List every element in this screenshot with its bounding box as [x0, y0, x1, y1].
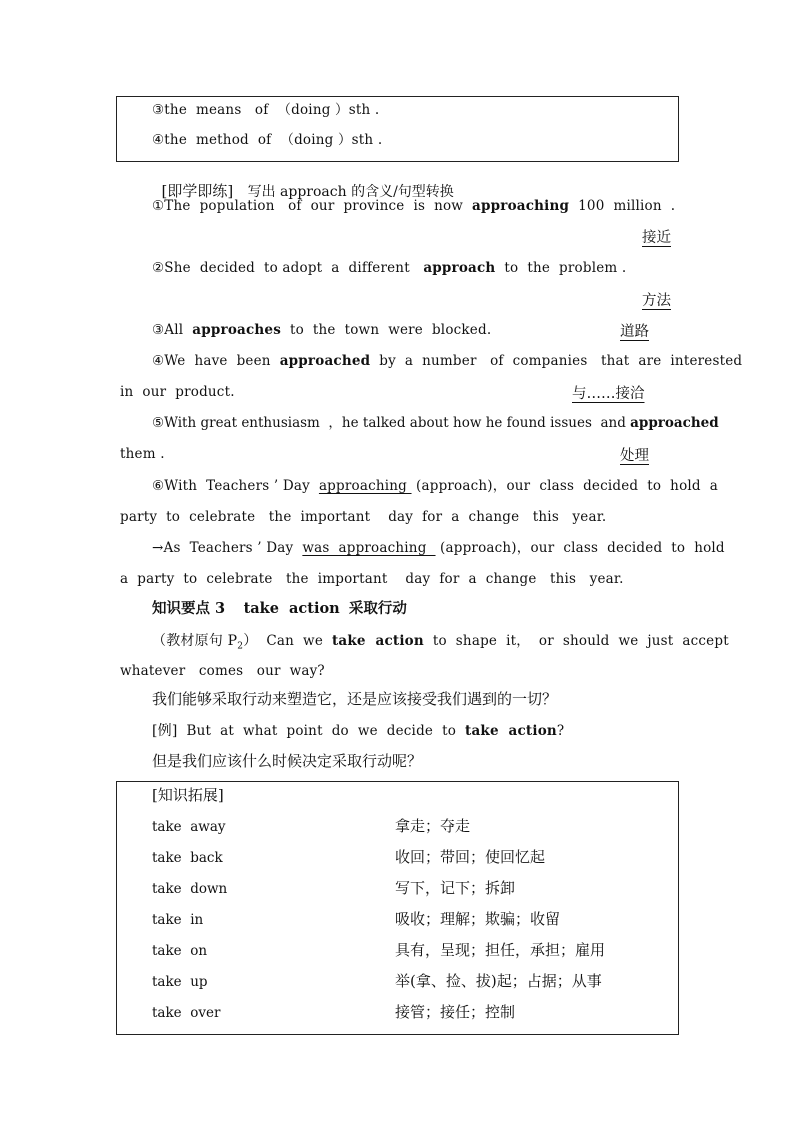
- means-item-3: ③the means of （doing ）sth .: [152, 102, 380, 118]
- s2-post: to the problem .: [495, 260, 627, 276]
- example-keyword: take action: [465, 723, 557, 739]
- practice-sentence-7-line2: a party to celebrate the important day for a change this year.: [120, 571, 624, 587]
- practice-sentence-4-line2: in our product.: [120, 384, 235, 400]
- answer-1: 接近: [642, 230, 671, 246]
- s6-post: (approach)，our class decided to hold a: [411, 478, 718, 494]
- expansion-heading: [知识拓展]: [152, 786, 224, 804]
- s1-post: 100 million .: [569, 198, 676, 214]
- practice-sentence-4: [152, 352, 742, 370]
- practice-sentence-5: [152, 414, 719, 432]
- expansion-en-3: take in: [152, 912, 204, 928]
- s4-keyword: approached: [279, 353, 371, 369]
- s3-pre: ③All: [152, 322, 193, 338]
- example-label: [例]: [152, 723, 178, 739]
- practice-sentence-7: [152, 539, 725, 557]
- point3-meaning: 采取行动: [348, 600, 407, 617]
- point3-label: 知识要点 3: [152, 600, 226, 617]
- answer-5: 处理: [620, 448, 649, 464]
- source-label: （教材原句 P: [152, 633, 238, 649]
- s6-fill-answer: approaching: [318, 478, 412, 494]
- example-sentence: [152, 722, 564, 740]
- s3-keyword: approaches: [192, 322, 281, 338]
- source-page-sub: 2: [237, 641, 244, 652]
- practice-sentence-1: [152, 197, 675, 215]
- source-sentence-line2: whatever comes our way?: [120, 663, 325, 679]
- expansion-cn-4: 具有，呈现；担任，承担；雇用: [395, 941, 606, 959]
- s5-keyword: approached: [630, 415, 719, 431]
- practice-sentence-2: [152, 259, 626, 277]
- expansion-en-0: take away: [152, 819, 226, 835]
- practice-sentence-6: [152, 477, 718, 495]
- answer-4: 与……接洽: [572, 386, 645, 402]
- source-keyword: take action: [332, 633, 424, 649]
- point3-phrase: take action: [243, 600, 340, 617]
- s3-post: to the town were blocked.: [281, 322, 492, 338]
- source-post: to shape it， or should we just accept: [423, 633, 729, 649]
- expansion-en-6: take over: [152, 1005, 221, 1021]
- practice-sentence-5-line2: them .: [120, 446, 165, 462]
- expansion-cn-5: 举(拿、捡、拔)起；占据；从事: [395, 972, 602, 990]
- practice-sentence-3: [152, 321, 491, 339]
- expansion-cn-2: 写下，记下；拆卸: [395, 879, 516, 897]
- example-translation: 但是我们应该什么时候决定采取行动呢？: [152, 752, 423, 770]
- expansion-cn-1: 收回；带回；使回忆起: [395, 848, 546, 866]
- expansion-en-2: take down: [152, 881, 228, 897]
- s2-pre: ②She decided to adopt a different: [152, 260, 424, 276]
- source-sentence: [152, 632, 729, 656]
- expansion-cn-6: 接管；接任；控制: [395, 1003, 516, 1021]
- expansion-en-1: take back: [152, 850, 223, 866]
- means-item-4: ④the method of （doing ）sth .: [152, 132, 383, 148]
- s5-pre: ⑤With great enthusiasm ，he talked about how he found issues and: [152, 415, 631, 431]
- source-close: ）: [243, 633, 258, 649]
- source-pre: Can we: [257, 633, 332, 649]
- s1-pre: ①The population of our province is now: [152, 198, 473, 214]
- practice-heading-bracket: [即学即练]: [161, 182, 234, 200]
- s6-pre: ⑥With Teachers ’ Day: [152, 478, 319, 494]
- expansion-en-4: take on: [152, 943, 208, 959]
- answer-3: 道路: [620, 324, 649, 340]
- practice-heading-text: 写出 approach 的含义/句型转换: [247, 184, 454, 200]
- practice-heading: [152, 164, 454, 201]
- s7-pre: →As Teachers ’ Day: [152, 540, 303, 556]
- expansion-cn-3: 吸收；理解；欺骗；收留: [395, 910, 561, 928]
- example-post: ?: [556, 723, 565, 739]
- s4-pre: ④We have been: [152, 353, 280, 369]
- s1-keyword: approaching: [472, 198, 570, 214]
- practice-sentence-6-line2: party to celebrate the important day for a change this year.: [120, 509, 607, 525]
- example-pre: But at what point do we decide to: [177, 723, 466, 739]
- s7-post: (approach)，our class decided to hold: [435, 540, 725, 556]
- source-translation: 我们能够采取行动来塑造它，还是应该接受我们遇到的一切？: [152, 690, 558, 708]
- point3-heading: [152, 600, 407, 618]
- s4-post: by a number of companies that are interested: [370, 353, 743, 369]
- expansion-en-5: take up: [152, 974, 208, 990]
- expansion-cn-0: 拿走；夺走: [395, 817, 471, 835]
- answer-2: 方法: [642, 293, 671, 309]
- s7-fill-answer: was approaching: [302, 540, 436, 556]
- s2-keyword: approach: [423, 260, 496, 276]
